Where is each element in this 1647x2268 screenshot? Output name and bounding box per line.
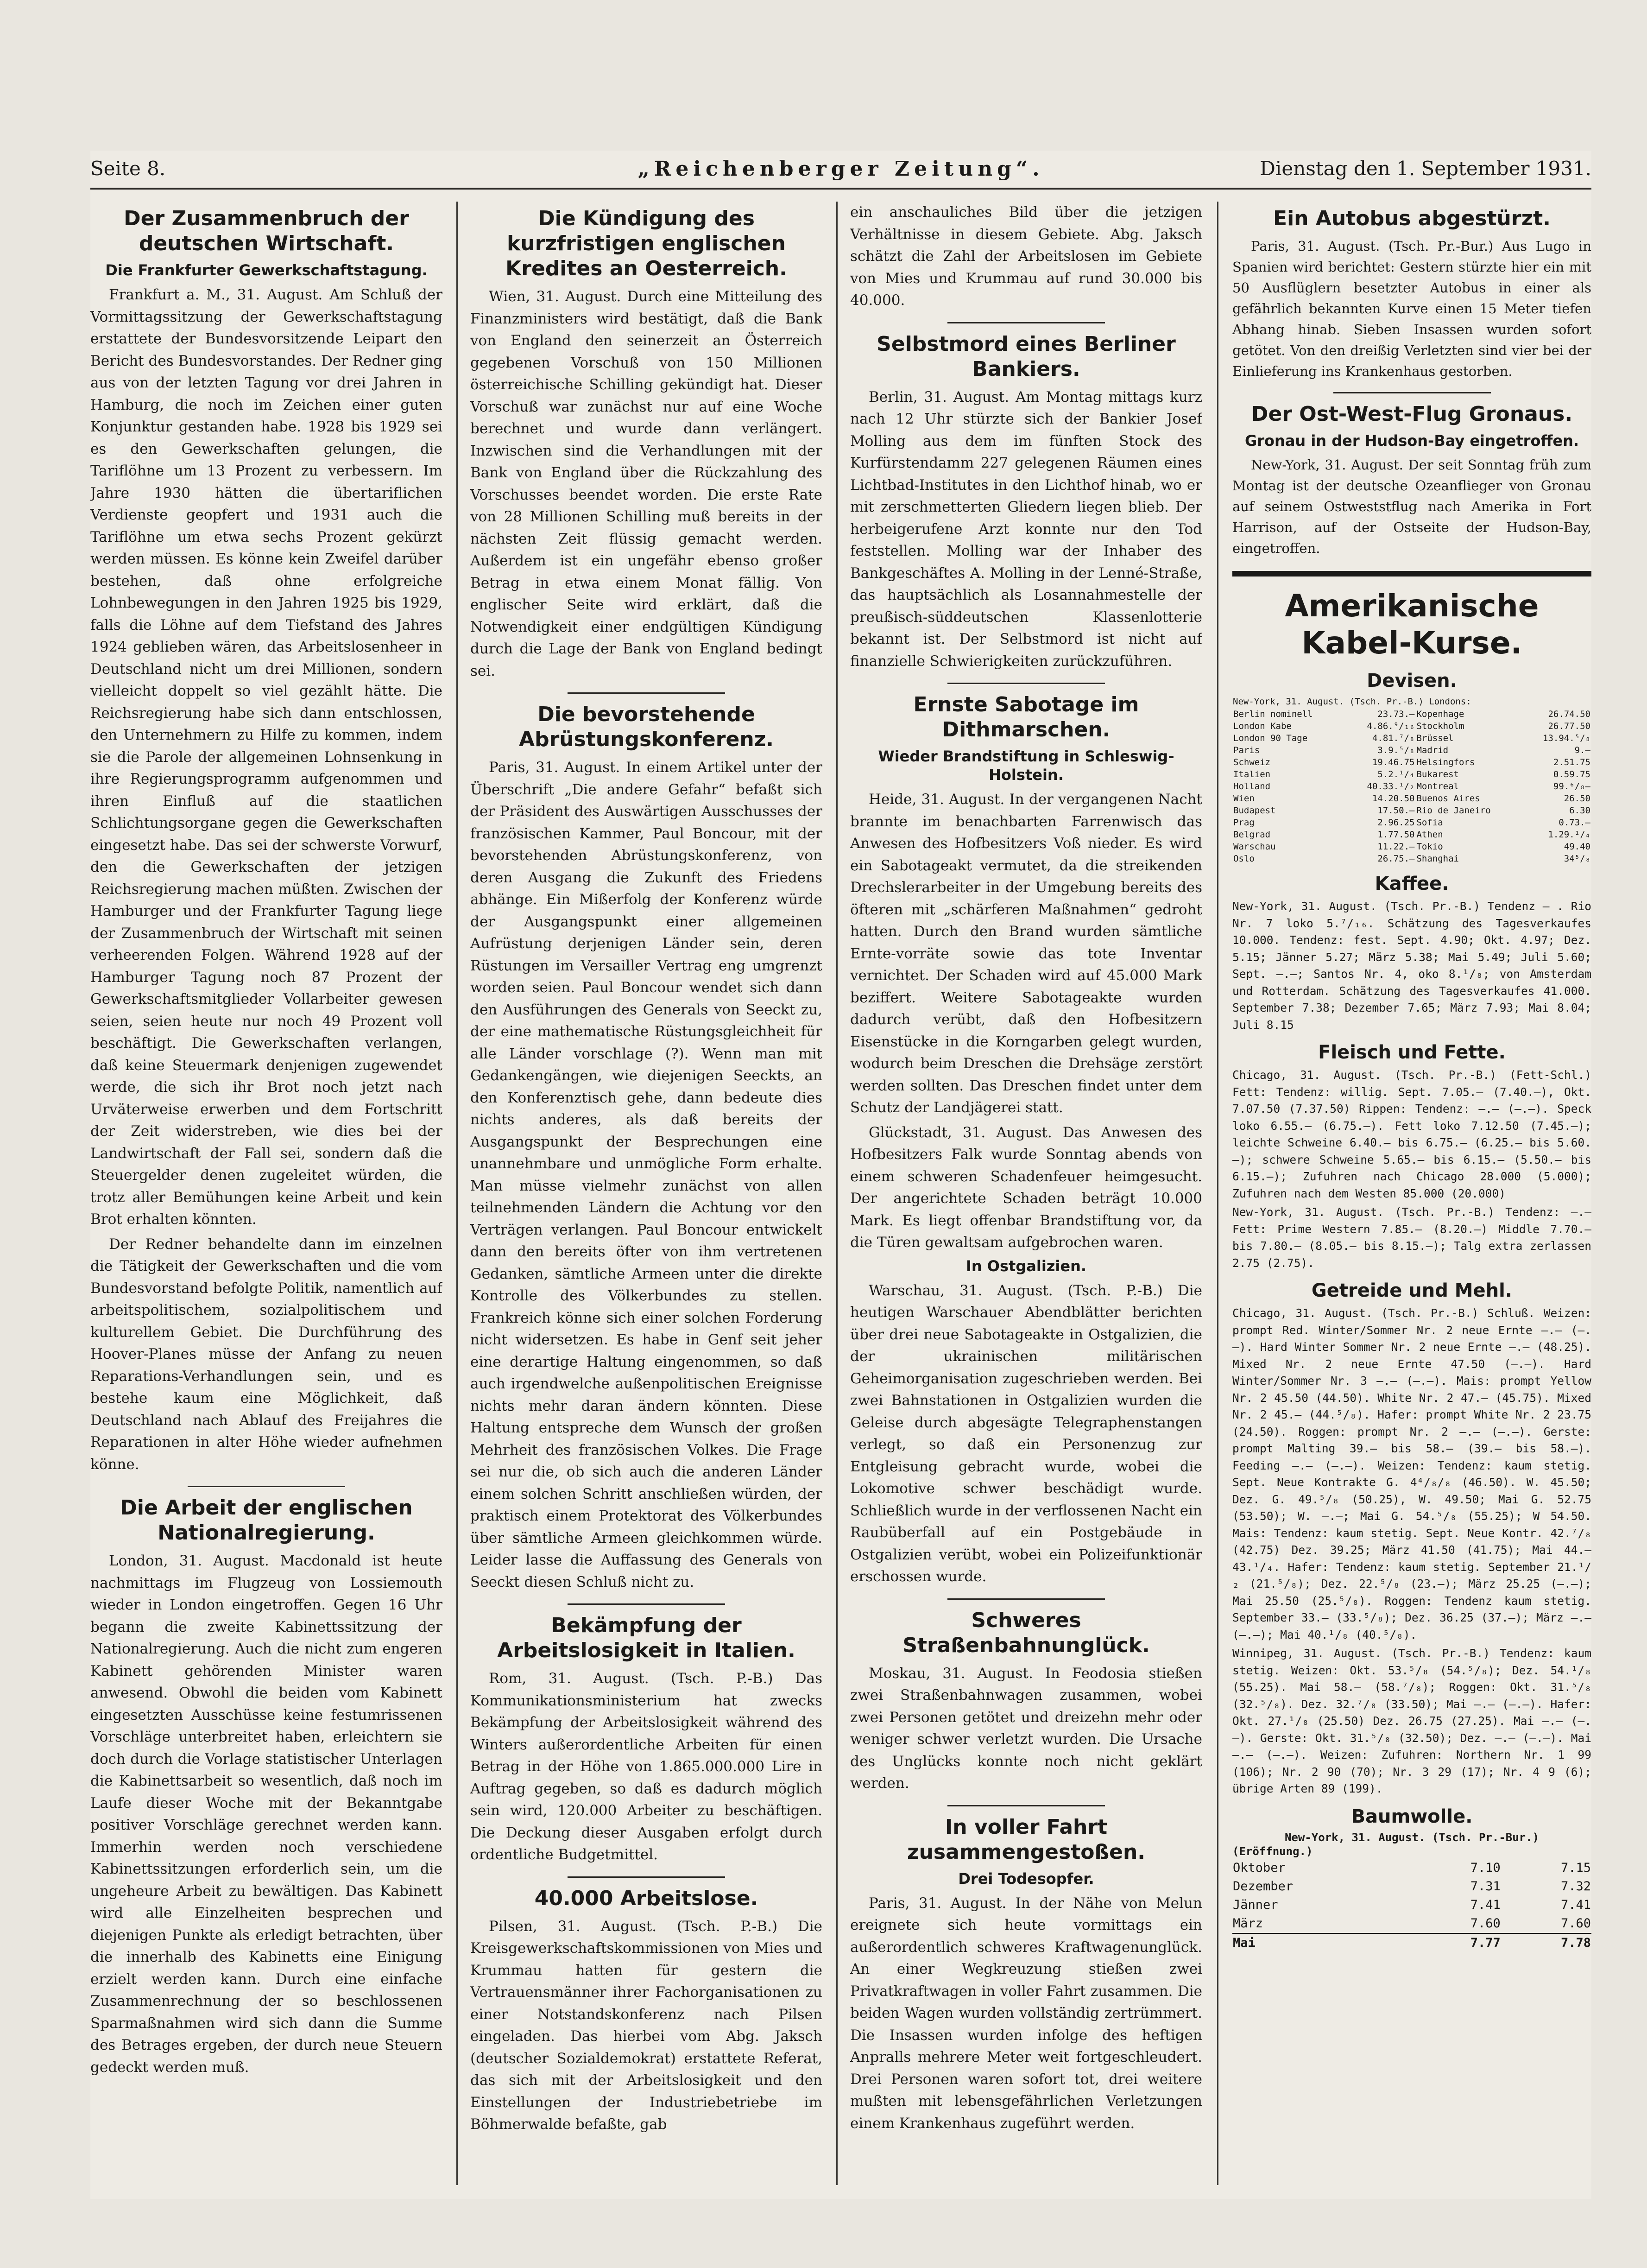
currency-cell: Prag	[1233, 817, 1255, 828]
price-cell: 7.41	[1470, 1897, 1501, 1912]
table-header: New-York, 31. August. (Tsch. Pr.-B.) Londons:	[1233, 697, 1471, 707]
price-cell: 7.41	[1560, 1897, 1591, 1912]
devisen-title: Devisen.	[1367, 670, 1457, 691]
article-separator	[947, 322, 1105, 323]
article-headline: In voller Fahrt zusammengestoßen.	[907, 1815, 1145, 1864]
column-divider	[456, 202, 458, 2185]
article-headline: Die Kündigung des kurzfristigen englischen Kredites an Oesterreich.	[505, 207, 787, 280]
rate-cell: 26.50	[1564, 793, 1590, 804]
article-paragraph: Glückstadt, 31. August. Das Anwesen des Hofbesitzers Falk wurde Sonntag abends von einem schweren Schadenfeuer heimgesucht. Der angerichtete Schaden beträgt 10.000 Mark. Es liegt offenbar Brandstiftung vor, da die Türen gewaltsam aufgebrochen waren.	[850, 1124, 1202, 1251]
article-paragraph: New-York, 31. August. Der seit Sonntag früh zum Montag ist der deutsche Ozeanflieger von Gronau auf seinem Ostweststflug nach Amerika in Fort Harrison, auf der Ostseite der Hudson-Bay, eingetroffen.	[1232, 457, 1591, 556]
article-paragraph: Berlin, 31. August. Am Montag mittags kurz nach 12 Uhr stürzte sich der Bankier Josef Molling aus dem im fünften Stock des Kurfürstendamm 227 gelegenen Räumen eines Lichtbad-Institutes in den Lichthof hinab, wo er mit zerschmetterten Gliedern liegen blieb. Der herbeigerufene Arzt konnte nur den Tod feststellen. Molling war der Inhaber des Bankgeschäftes A. Molling in der Lenné-Straße, das hauptsächlich als Losannahmestelle der preußisch-süddeutschen Klassenlotterie bekannt ist. Der Selbstmord ist nicht auf finanzielle Schwierigkeiten zurückzuführen.	[850, 388, 1202, 670]
page-header	[90, 151, 1591, 190]
page-number: Seite 8.	[90, 157, 166, 180]
devisen-table	[1232, 695, 1591, 865]
table-row	[1232, 744, 1591, 756]
table-row	[1232, 720, 1591, 732]
currency-cell: Shanghai	[1416, 854, 1459, 864]
article-headline: 40.000 Arbeitslose.	[534, 1886, 758, 1910]
currency-cell: Wien	[1233, 793, 1255, 804]
rate-cell: 26.77.50	[1548, 721, 1590, 731]
table-row	[1232, 1859, 1591, 1877]
rate-cell: 34⁵/₈	[1564, 854, 1590, 864]
kaffee-title: Kaffee.	[1375, 873, 1449, 894]
currency-cell: Tokio	[1416, 842, 1443, 852]
rate-cell: 0.73.—	[1559, 817, 1590, 828]
rate-cell: 0.59.75	[1553, 769, 1590, 779]
table-row	[1232, 841, 1591, 853]
rate-cell: 11.22.—	[1377, 842, 1415, 852]
article-paragraph: London, 31. August. Macdonald ist heute nachmittags im Flugzeug von Lossiemouth wieder in London eingetroffen. Gegen 16 Uhr begann die zweite Kabinettssitzung der Nationalregierung. Auch die nicht zum engeren Kabinett gehörenden Minister waren anwesend. Obwohl die beiden vom Kabinett eingesetzten Ausschüsse keine festumrissenen Vorschläge unterbreitet haben, erleichtern sie doch durch die Vorlage statistischer Unterlagen die Kabinettsarbeit so wesentlich, daß noch im Laufe dieser Woche mit der Bekanntgabe positiver Vorschläge gerechnet werden kann. Immerhin werden noch verschiedene Kabinettssitzungen erforderlich sein, um die ungeheure Arbeit zu bewältigen. Das Kabinett wird alle Einzelheiten besprechen und diejenigen Punkte als erledigt betrachten, über die innerhalb des Kabinetts eine Einigung erzielt werden kann. Durch eine einfache Zusammenrechnung der so beschlossenen Sparmaßnahmen wird sich dann die Summe des Betrages ergeben, der durch neue Steuern gedeckt werden muß.	[90, 1552, 442, 2076]
article-subheadline: Drei Todesopfer.	[958, 1869, 1094, 1888]
month-cell: März	[1233, 1916, 1263, 1931]
article-headline: Selbstmord eines Berliner Bankiers.	[877, 332, 1176, 381]
price-cell: 7.32	[1560, 1879, 1591, 1894]
rate-cell: 49.40	[1564, 842, 1590, 852]
article-paragraph: Paris, 31. August. In einem Artikel unter der Überschrift „Die andere Gefahr“ befaßt sich der Präsident des Auswärtigen Ausschusses der französischen Kammer, Paul Boncour, mit der bevorstehenden Abrüstungskonferenz, von deren Ausgang die Zukunft des Friedens abhänge. Ein Mißerfolg der Konferenz würde der Ausgangspunkt einer allgemeinen Aufrüstung derjenigen Länder sein, deren Rüstungen im Versailler Vertrag eng umgrenzt worden seien. Paul Boncour wendet sich dann den Ausführungen des Generals von Seeckt zu, der eine mathematische Rüstungsgleichheit für alle Länder vorschlage (?). Wenn man mit Gedankengängen, wie diejenigen Seeckts, an den Konferenztisch gehe, dann bedeute dies nichts anderes, als daß bereits der Ausgangspunkt der Besprechungen eine unannehmbare und unmögliche Form erhalte. Man müsse vielmehr zunächst von allen teilnehmenden Ländern die Achtung vor den Verträgen verlangen. Paul Boncour entwickelt dann den bereits öfter von ihm vertretenen Gedanken, sämtliche Armeen unter die direkte Kontrolle des Völkerbundes zu stellen. Frankreich könne sich einer solchen Forderung nicht widersetzen. Es habe in Genf seit jeher eine derartige Haltung eingenommen, so daß auch irgendwelche außenpolitischen Ereignisse nichts mehr daran ändern könnten. Diese Haltung entspreche dem Wunsch der großen Mehrheit des französischen Volkes. Die Frage sei nur die, ob sich auch die anderen Länder einem solchen Schritt anschließen würden, der praktisch einem Protektorat des Völkerbundes über sämtliche Armeen gleichkommen würde. Leider lasse die Auffassung des Generals von Seeckt diesen Schluß nicht zu.	[470, 759, 822, 1590]
currency-cell: Sofia	[1416, 817, 1443, 828]
table-row	[1232, 829, 1591, 841]
table-row	[1232, 1914, 1591, 1933]
article-headline: Bekämpfung der Arbeitslosigkeit in Italien.	[497, 1614, 795, 1662]
article-headline: Der Ost-West-Flug Gronaus.	[1251, 402, 1573, 426]
currency-cell: Montreal	[1416, 781, 1459, 792]
month-cell: Dezember	[1233, 1879, 1294, 1894]
article-subheadline: Wieder Brandstiftung in Schleswig-Holstein.	[878, 748, 1174, 784]
market-section-title: Amerikanische Kabel-Kurse.	[1232, 571, 1591, 662]
article-paragraph: Der Redner behandelte dann im einzelnen die Tätigkeit der Gewerkschaften und die vom Bundesvorstand befolgte Politik, namentlich auf arbeitspolitischem, sozialpolitischem und kulturellem Gebiet. Die Durchführung des Hoover-Planes müsse der Anfang zu neuen Reparations-Verhandlungen sein, und es bestehe kaum eine Möglichkeit, daß Deutschland nach Ablauf des Freijahres die Reparationen in alter Höhe wieder aufnehmen könne.	[90, 1235, 442, 1473]
baumwolle-header: New-York, 31. August. (Tsch. Pr.-Bur.)	[1284, 1831, 1540, 1844]
baumwolle-title: Baumwolle.	[1351, 1806, 1473, 1827]
currency-cell: Helsingfors	[1416, 757, 1475, 767]
market-report: Chicago, 31. August. (Tsch. Pr.-B.) Schluß. Weizen: prompt Red. Winter/Sommer Nr. 2 neue Ernte —.— (—.—). Hard Winter Sommer Nr. 2 neue Ernte —.— (48.25). Mixed Nr. 2 neue Ernte 47.50 (—.—). Hard Winter/Sommer Nr. 3 —.— (—.—). Mais: prompt Yellow Nr. 2 45.50 (44.50). White Nr. 2 47.— (45.75). Mixed Nr. 2 45.— (44.⁵/₈). Hafer: prompt White Nr. 2 23.75 (24.50). Roggen: prompt Nr. 2 —.— (—.—). Gerste: prompt Malting 39.— bis 58.— (39.— bis 58.—). Feeding —.— (—.—). Weizen: Tendenz: kaum stetig. Sept. Neue Kontrakte G. 4⁴/₈/₈ (46.50). W. 45.50; Dez. G. 49.⁵/₈ (50.25), W. 49.50; Mai G. 52.75 (53.50); W. —.—; Mai G. 54.⁵/₈ (55.25); W 54.50. Mais: Tendenz: kaum stetig. Sept. Neue Kontr. 42.⁷/₈ (42.75) Dez. 39.25; März 41.50 (41.75); Mai 44.— 43.¹/₄. Hafer: Tendenz: kaum stetig. September 21.¹/₂ (21.⁵/₈); Dez. 22.⁵/₈ (23.—); März 25.25 (—.—); Mai 25.50 (25.⁵/₈). Roggen: Tendenz kaum stetig. September 33.— (33.⁵/₈); Dez. 36.25 (37.—); März —.— (—.—); Mai 40.¹/₈ (40.⁵/₈).	[1232, 1306, 1591, 1641]
rate-cell: 17.50.—	[1377, 805, 1415, 816]
rate-cell: 6.30	[1569, 805, 1590, 816]
rate-cell: 5.2.¹/₄	[1377, 769, 1415, 779]
rate-cell: 40.33.¹/₂	[1367, 781, 1415, 792]
price-cell: 7.60	[1560, 1916, 1591, 1931]
article-paragraph: Warschau, 31. August. (Tsch. P.-B.) Die heutigen Warschauer Abendblätter berichten über drei neue Sabotageakte in Ostgalizien, die der ukrainischen militärischen Geheimorganisation zugeschrieben werden. Bei zwei Bahnstationen in Ostgalizien wurden die Geleise durch abgesägte Telegraphenstangen verlegt, so daß ein Personenzug zur Entgleisung gebracht wurde, wobei die Lokomotive schwer beschädigt wurde. Schließlich wurde in der verflossenen Nacht ein Raubüberfall auf ein Postgebäude in Ostgalizien verübt, wobei ein Polizeifunktionär erschossen wurde.	[850, 1282, 1202, 1585]
rate-cell: 14.20.50	[1372, 793, 1415, 804]
price-cell: 7.15	[1560, 1860, 1591, 1875]
article-headline: Die bevorstehende Abrüstungskonferenz.	[519, 703, 774, 751]
article-paragraph: Heide, 31. August. In der vergangenen Nacht brannte im benachbarten Farrenwisch das Anwesen des Hofbesitzers Voß nieder. Es wird ein Sabotageakt vermutet, da die streikenden Drechslerarbeiter in der Umgebung bereits des öfteren mit „schärferen Maßnahmen“ gedroht hatten. Durch den Brand wurden sämtliche Ernte-vorräte sowie das tote Inventar vernichtet. Der Schaden wird auf 45.000 Mark beziffert. Weitere Sabotageakte wurden dadurch verübt, daß den Hofbesitzern Eisenstücke in die Korngarben gelegt wurden, wodurch beim Dreschen die Drehsäge zerstört werden sollten. Das Dreschen findet unter dem Schutz der Landjägerei statt.	[850, 791, 1202, 1116]
rate-cell: 9.—	[1574, 745, 1590, 755]
table-row	[1232, 768, 1591, 780]
table-row	[1232, 780, 1591, 792]
market-report: New-York, 31. August. (Tsch. Pr.-B.) Tendenz — . Rio Nr. 7 loko 5.⁷/₁₆. Schätzung des Tagesverkaufes 10.000. Tendenz: fest. Sept. 4.90; Okt. 4.97; Dez. 5.15; Jänner 5.27; März 5.38; Mai 5.49; Juli 5.60; Sept. —.—; Santos Nr. 4, oko 8.¹/₈; von Amsterdam und Rotterdam. Schätzung des Tagesverkaufes 41.000. September 7.38; Dezember 7.65; März 7.93; Mai 8.04; Juli 8.15	[1232, 900, 1591, 1032]
column-divider	[836, 202, 838, 2185]
table-row	[1232, 708, 1591, 720]
table-row	[1232, 756, 1591, 768]
article-paragraph: ein anschauliches Bild über die jetzigen Verhältnisse in diesem Gebiete. Abg. Jaksch schätzt die Zahl der Arbeitslosen im Gebiete von Mies und Krummau auf rund 30.000 bis 40.000.	[850, 204, 1202, 309]
newspaper-page	[90, 151, 1591, 2199]
currency-cell: London Kabe	[1233, 721, 1292, 731]
column-divider	[1217, 202, 1218, 2185]
price-cell: 7.31	[1470, 1879, 1501, 1894]
rate-cell: 4.81.⁷/₈	[1372, 733, 1415, 743]
fleisch-title: Fleisch und Fette.	[1318, 1042, 1506, 1063]
article-paragraph: Moskau, 31. August. In Feodosia stießen zwei Straßenbahnwagen zusammen, wobei zwei Personen getötet und dreizehn mehr oder weniger schwer verletzt wurden. Die Ursache des Unglücks konnte noch nicht geklärt werden.	[850, 1665, 1202, 1792]
article-separator	[568, 1603, 725, 1605]
rate-cell: 26.74.50	[1548, 709, 1590, 719]
article-headline: Der Zusammenbruch der deutschen Wirtschaft.	[124, 207, 409, 255]
baumwolle-table	[1232, 1859, 1591, 1952]
article-paragraph: Rom, 31. August. (Tsch. P.-B.) Das Kommunikationsministerium hat zwecks Bekämpfung der Arbeitslosigkeit während des Winters außerordentliche Arbeiten für einen Betrag in der Höhe von 1.865.000.000 Lire in Auftrag gegeben, so daß es dadurch möglich sein wird, 120.000 Arbeiter zu beschäftigen. Die Deckung dieser Ausgaben erfolgt durch ordentliche Budgetmittel.	[470, 1670, 822, 1863]
article-paragraph: Frankfurt a. M., 31. August. Am Schluß der Vormittagssitzung der Gewerkschaftstagung erstattete der Bundesvorsitzende Leipart den Bericht des Bundesvorstandes. Der Redner ging aus von der letzten Tagung vor drei Jahren in Hamburg, die noch im Zeichen einer guten Konjunktur gestanden habe. 1928 bis 1929 sei es den Gewerkschaften gelungen, die Tariflöhne um 13 Prozent zu verbessern. Im Jahre 1930 hätten die übertariflichen Verdienste geopfert und 1931 auch die Tariflöhne um etwa sechs Prozent gekürzt werden müssen. Es könne kein Zweifel darüber bestehen, daß ohne erfolgreiche Lohnbewegungen in den Jahren 1925 bis 1929, falls die Löhne auf dem Tiefstand des Jahres 1924 geblieben wären, das Arbeitslosenheer in Deutschland nicht um drei Millionen, sondern vielleicht doppelt so viel gezählt hätte. Die Reichsregierung habe sich dann entschlossen, den Unternehmern zu Hilfe zu kommen, indem sie die Parole der allgemeinen Lohnsenkung in ihre Regierungsprogramm aufgenommen und ihren Einfluß auf die staatlichen Schlichtungsorgane gegen die Gewerkschaften eingesetzt habe. Das sei der schwerste Vorwurf, den die Gewerkschaften der jetzigen Reichsregierung machen müßten. Zwischen der Hamburger und der Frankfurter Tagung liege der Zusammenbruch der Wirtschaft mit seinen verheerenden Folgen. Während 1928 auf der Hamburger Tagung noch 87 Prozent der Gewerkschaftsmitglieder Vollarbeiter gewesen seien, seien heute nur noch 49 Prozent voll beschäftigt. Die Gewerkschaften verlangen, daß keine Steuermark denjenigen zugewendet werde, die sich ihr Brot noch jetzt nach Urväterweise erwerben und dem Fortschritt der Zeit widerstreben, wie dies bei der Landwirtschaft der Fall sei, sondern daß die Steuergelder denen zugeleitet würden, die trotz aller Bemühungen keine Arbeit und kein Brot erhalten könnten.	[90, 286, 442, 1228]
column-1	[90, 202, 442, 2185]
getreide-title: Getreide und Mehl.	[1311, 1280, 1513, 1301]
currency-cell: Athen	[1416, 830, 1443, 840]
article-headline: Ernste Sabotage im Dithmarschen.	[913, 693, 1139, 741]
article-paragraph: Pilsen, 31. August. (Tsch. P.-B.) Die Kreisgewerkschaftskommissionen von Mies und Krummau hatten für gestern die Vertrauensmänner ihrer Fachorganisationen zu einer Notstandskonferenz nach Pilsen eingeladen. Das hierbei vom Abg. Jaksch (deutscher Sozialdemokrat) erstattete Referat, das sich mit der Arbeitslosigkeit und den Einstellungen der Industriebetriebe im Böhmerwalde befaßte, gab	[470, 1918, 822, 2133]
currency-cell: London 90 Tage	[1233, 733, 1308, 743]
table-row	[1232, 805, 1591, 817]
rate-cell: 99.⁶/₈—	[1553, 781, 1590, 792]
article-headline: Ein Autobus abgestürzt.	[1273, 207, 1551, 230]
article-paragraph: Paris, 31. August. (Tsch. Pr.-Bur.) Aus Lugo in Spanien wird berichtet: Gestern stürzte hier ein mit 50 Ausflüglern besetzter Autobus in einer als gefährlich bekannten Kurve einen 15 Meter tiefen Abhang hinab. Sieben Insassen wurden sofort getötet. Von den dreißig Verletzten sind vier bei der Einlieferung ins Krankenhaus gestorben.	[1232, 238, 1591, 379]
issue-date: Dienstag den 1. September 1931.	[1260, 157, 1591, 180]
article-paragraph: Paris, 31. August. In der Nähe von Melun ereignete sich heute vormittags ein außerordentlich schweres Kraftwagenunglück. An einer Wegkreuzung stießen zwei Privatkraftwagen in voller Fahrt zusammen. Die beiden Wagen wurden vollständig zertrümmert. Die Insassen wurden infolge des heftigen Anpralls mehrere Meter weit fortgeschleudert. Drei Personen waren sofort tot, drei weitere mußten mit lebensgefährlichen Verletzungen einem Krankenhaus zugeführt werden.	[850, 1894, 1202, 2132]
rate-cell: 3.9.⁵/₈	[1377, 745, 1415, 755]
article-headline: Schweres Straßenbahnunglück.	[902, 1608, 1150, 1657]
currency-cell: Budapest	[1233, 805, 1276, 816]
rate-cell: 23.73.—	[1377, 709, 1415, 719]
column-3	[850, 202, 1202, 2185]
currency-cell: Italien	[1233, 769, 1271, 779]
price-cell: 7.78	[1501, 1933, 1591, 1952]
price-cell: 7.60	[1470, 1916, 1501, 1931]
article-separator	[568, 692, 725, 694]
column-2	[470, 202, 822, 2185]
price-cell: 7.77	[1411, 1933, 1501, 1952]
month-cell: Mai	[1232, 1933, 1411, 1952]
rate-cell: 2.96.25	[1377, 817, 1415, 828]
article-separator	[947, 683, 1105, 684]
table-row	[1232, 817, 1591, 829]
rate-cell: 1.77.50	[1377, 830, 1415, 840]
article-paragraph: Wien, 31. August. Durch eine Mitteilung des Finanzministers wird bestätigt, daß die Bank von England den seinerzeit an Österreich gegebenen Vorschuß von 150 Millionen österreichische Schilling gekündigt hat. Dieser Vorschuß war zunächst nur auf eine Woche berechnet und wurde dann verlängert. Inzwischen sind die Verhandlungen mit der Bank von England über die Rückzahlung des Vorschusses beendet worden. Die erste Rate von 28 Millionen Schilling muß bereits in der nächsten Zeit flüssig gemacht werden. Außerdem ist ein ungefähr ebenso großer Betrag in etwa einem Monat fällig. Von englischer Seite wird erklärt, daß die Notwendigkeit einer endgültigen Kündigung durch die Lage der Bank von England bedingt sei.	[470, 288, 822, 679]
currency-cell: Belgrad	[1233, 830, 1271, 840]
currency-cell: Warschau	[1233, 842, 1276, 852]
article-subheadline: Gronau in der Hudson-Bay eingetroffen.	[1245, 432, 1579, 450]
market-report: Winnipeg, 31. August. (Tsch. Pr.-B.) Tendenz: kaum stetig. Weizen: Okt. 53.⁵/₈ (54.⁵/₈); Dez. 54.¹/₈ (55.25). Mai 58.— (58.⁷/₈); Roggen: Okt. 31.⁵/₈ (32.⁵/₈). Dez. 32.⁷/₈ (33.50); Mai —.— (—.—). Hafer: Okt. 27.¹/₈ (25.50) Dez. 26.75 (27.25). Mai —.— (—.—). Gerste: Okt. 31.⁵/₈ (32.50); Dez. —.— (—.—). Mai —.— (—.—). Weizen: Zufuhren: Northern Nr. 1 99 (106); Nr. 2 90 (70); Nr. 3 29 (17); Nr. 4 9 (6); übrige Arten 89 (199).	[1232, 1647, 1591, 1795]
rate-cell: 26.75.—	[1377, 854, 1415, 864]
article-separator	[568, 1876, 725, 1878]
currency-cell: Berlin nominell	[1233, 709, 1313, 719]
article-subheadline: Die Frankfurter Gewerkschaftstagung.	[105, 261, 428, 279]
price-cell: 7.10	[1470, 1860, 1501, 1875]
market-report: Chicago, 31. August. (Tsch. Pr.-B.) (Fett-Schl.) Fett: Tendenz: willig. Sept. 7.05.— (7.40.—), Okt. 7.07.50 (7.37.50) Rippen: Tendenz: —.— (—.—). Speck loko 6.55.— (6.75.—). Fett loko 7.12.50 (7.45.—); leichte Schweine 6.40.— bis 6.75.— (6.25.— bis 5.60.—); schwere Schweine 5.65.— bis 6.15.— (5.50.— bis 6.15.—); Zufuhren nach Chicago 28.000 (5.000); Zufuhren nach dem Westen 85.000 (20.000)	[1232, 1068, 1591, 1200]
table-row	[1232, 792, 1591, 805]
currency-cell: Rio de Janeiro	[1416, 805, 1491, 816]
baumwolle-subheader: (Eröffnung.)	[1232, 1844, 1313, 1858]
newspaper-title: „Reichenberger Zeitung“.	[637, 157, 1044, 181]
article-separator	[1333, 392, 1491, 393]
article-headline: Die Arbeit der englischen Nationalregierung.	[120, 1496, 413, 1545]
month-cell: Oktober	[1233, 1860, 1286, 1875]
article-separator	[947, 1598, 1105, 1600]
currency-cell: Bukarest	[1416, 769, 1459, 779]
table-row	[1232, 732, 1591, 744]
currency-cell: Madrid	[1416, 745, 1449, 755]
column-4	[1232, 202, 1591, 2185]
rate-cell: 4.86.⁹/₁₆	[1367, 721, 1415, 731]
currency-cell: Paris	[1233, 745, 1260, 755]
article-separator	[188, 1486, 345, 1487]
rate-cell: 19.46.75	[1372, 757, 1415, 767]
currency-cell: Buenos Aires	[1416, 793, 1480, 804]
currency-cell: Holland	[1233, 781, 1271, 792]
currency-cell: Oslo	[1233, 854, 1255, 864]
rate-cell: 1.29.¹/₄	[1548, 830, 1590, 840]
table-row	[1232, 1933, 1591, 1952]
article-separator	[947, 1805, 1105, 1806]
currency-cell: Stockholm	[1416, 721, 1464, 731]
article-subheadline: In Ostgalizien.	[965, 1257, 1087, 1275]
table-row	[1232, 1877, 1591, 1896]
month-cell: Jänner	[1233, 1897, 1278, 1912]
currency-cell: Schweiz	[1233, 757, 1271, 767]
market-report: New-York, 31. August. (Tsch. Pr.-B.) Tendenz: —.— Fett: Prime Western 7.85.— (8.20.—) Middle 7.70.— bis 7.80.— (8.05.— bis 8.15.—); Talg extra zerlassen 2.75 (2.75).	[1232, 1205, 1591, 1270]
table-row	[1232, 1896, 1591, 1914]
table-row	[1232, 853, 1591, 865]
table-header-row	[1232, 695, 1591, 708]
rate-cell: 13.94.⁵/₈	[1543, 733, 1590, 743]
rate-cell: 2.51.75	[1553, 757, 1590, 767]
currency-cell: Kopenhage	[1416, 709, 1464, 719]
currency-cell: Brüssel	[1416, 733, 1454, 743]
